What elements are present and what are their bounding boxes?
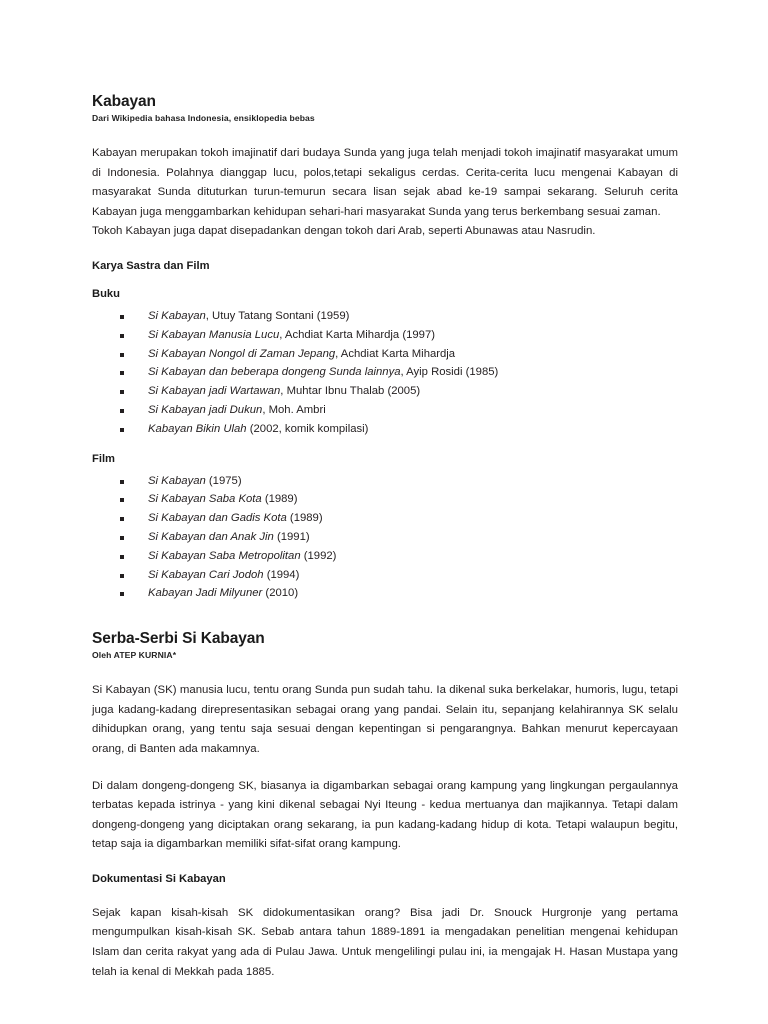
spacer <box>92 855 678 872</box>
list-item <box>92 326 678 345</box>
books-list <box>92 307 678 439</box>
list-item-detail: (1975) <box>205 474 242 487</box>
list-item <box>92 584 678 603</box>
article-byline: Oleh ATEP KURNIA* <box>92 650 177 661</box>
article-paragraph-3: Sejak kapan kisah-kisah SK didokumentasikan orang? Bisa jadi Dr. Snouck Hurgronje yang pertama mengumpulkan kisah-kisah SK. Sebab antara tahun 1889-1891 ia mengadakan penelitian mengenai kehidupan Islam dan cerita rakyat yang ada di Pulau Jawa. Untuk mengelilingi pulau ini, ia mengajak H. Hasan Mustapa yang telah ia kenal di Mekkah pada 1885. <box>92 906 678 978</box>
list-item-title: Si Kabayan Saba Kota <box>148 493 262 506</box>
list-item-title: Si Kabayan jadi Dukun <box>148 403 263 416</box>
spacer <box>92 242 678 259</box>
list-item-detail: (1994) <box>263 568 300 581</box>
list-item-title: Si Kabayan <box>148 309 206 322</box>
list-item-detail: , Muhtar Ibnu Thalab (2005) <box>280 385 421 398</box>
list-item-title: Si Kabayan Saba Metropolitan <box>148 549 301 562</box>
list-item-detail: , Achdiat Karta Mihardja <box>335 347 456 360</box>
square-bullet-icon <box>120 592 124 596</box>
spacer <box>92 760 678 777</box>
sub-heading-books: Buku <box>92 287 120 300</box>
list-item-title: Si Kabayan Cari Jodoh <box>148 568 264 581</box>
list-item-title: Si Kabayan <box>148 474 206 487</box>
list-item <box>92 307 678 326</box>
list-item-detail: (1989) <box>261 493 298 506</box>
document-body <box>92 92 678 982</box>
list-item-detail: , Moh. Ambri <box>262 403 326 416</box>
list-item-detail: (1991) <box>273 530 310 543</box>
intro-paragraph-2: Tokoh Kabayan juga dapat disepadankan dengan tokoh dari Arab, seperti Abunawas atau Nasrudin. <box>92 225 596 238</box>
square-bullet-icon <box>120 371 124 375</box>
square-bullet-icon <box>120 334 124 338</box>
list-item-detail: , Ayip Rosidi (1985) <box>400 366 499 379</box>
spacer <box>92 603 678 629</box>
list-item <box>92 509 678 528</box>
square-bullet-icon <box>120 390 124 394</box>
list-item <box>92 420 678 439</box>
list-item <box>92 547 678 566</box>
list-item-detail: , Utuy Tatang Sontani (1959) <box>205 309 350 322</box>
list-item-detail: (1992) <box>300 549 337 562</box>
list-item <box>92 363 678 382</box>
list-item-title: Si Kabayan Manusia Lucu <box>148 328 280 341</box>
list-item <box>92 382 678 401</box>
films-list <box>92 472 678 604</box>
list-item-title: Kabayan Jadi Milyuner <box>148 587 263 600</box>
square-bullet-icon <box>120 536 124 540</box>
article-title: Serba-Serbi Si Kabayan <box>92 630 265 648</box>
list-item-detail: , Achdiat Karta Mihardja (1997) <box>279 328 435 341</box>
list-item-title: Si Kabayan dan beberapa dongeng Sunda lainnya <box>148 366 401 379</box>
square-bullet-icon <box>120 480 124 484</box>
spacer <box>92 887 678 904</box>
square-bullet-icon <box>120 428 124 432</box>
square-bullet-icon <box>120 574 124 578</box>
list-item-detail: (1989) <box>286 512 323 525</box>
spacer <box>92 439 678 452</box>
spacer <box>92 124 678 144</box>
square-bullet-icon <box>120 555 124 559</box>
sub-heading-documentation: Dokumentasi Si Kabayan <box>92 872 226 885</box>
sub-heading-films: Film <box>92 452 115 465</box>
article-paragraph-1: Si Kabayan (SK) manusia lucu, tentu orang Sunda pun sudah tahu. Ia dikenal suka berkelakar, humoris, lugu, tetapi juga kadang-kadang direpresentasikan sebagai orang yang pandai. Selain itu, sepanjang kelahirannya SK selalu dihidupkan orang, yang tentu saja sesuai dengan kepentingan si pengarangnya. Bahkan menurut kepercayaan orang, di Banten ada makamnya. <box>92 684 678 755</box>
page-subtitle: Dari Wikipedia bahasa Indonesia, ensiklopedia bebas <box>92 113 315 123</box>
intro-paragraph-1: Kabayan merupakan tokoh imajinatif dari budaya Sunda yang juga telah menjadi tokoh imajinatif masyarakat umum di Indonesia. Polahnya dianggap lucu, polos,tetapi sekaligus cerdas. Cerita-cerita lucu mengenai Kabayan di masyarakat Sunda dituturkan turun-temurun secara lisan sejak abad ke-19 sampai sekarang. Seluruh cerita Kabayan juga menggambarkan kehidupan sehari-hari masyarakat Sunda yang terus berkembang sesuai zaman. <box>92 147 678 218</box>
list-item-detail: (2010) <box>262 587 299 600</box>
square-bullet-icon <box>120 498 124 502</box>
list-item-detail: (2002, komik kompilasi) <box>246 422 369 435</box>
list-item <box>92 490 678 509</box>
list-item <box>92 472 678 491</box>
square-bullet-icon <box>120 353 124 357</box>
list-item <box>92 401 678 420</box>
square-bullet-icon <box>120 315 124 319</box>
list-item <box>92 345 678 364</box>
square-bullet-icon <box>120 517 124 521</box>
article-paragraph-2: Di dalam dongeng-dongeng SK, biasanya ia digambarkan sebagai orang kampung yang lingkungan pergaulannya terbatas kepada istrinya - yang kini dikenal sebagai Nyi Iteung - kedua mertuanya dan majikannya. Tetapi dalam dongeng-dongeng yang diciptakan orang sekarang, ia pun kadang-kadang hidup di kota. Tetapi walaupun begitu, tetap saja ia digambarkan memiliki sifat-sifat orang kampung. <box>92 779 678 851</box>
list-item-title: Si Kabayan dan Anak Jin <box>148 530 274 543</box>
list-item-title: Si Kabayan Nongol di Zaman Jepang <box>148 347 336 360</box>
list-item <box>92 528 678 547</box>
spacer <box>92 274 678 287</box>
list-item-title: Si Kabayan dan Gadis Kota <box>148 512 287 525</box>
spacer <box>92 661 678 681</box>
list-item-title: Kabayan Bikin Ulah <box>148 422 247 435</box>
section-heading-works: Karya Sastra dan Film <box>92 259 210 272</box>
list-item-title: Si Kabayan jadi Wartawan <box>148 385 281 398</box>
list-item <box>92 566 678 585</box>
square-bullet-icon <box>120 409 124 413</box>
page-title: Kabayan <box>92 93 156 110</box>
